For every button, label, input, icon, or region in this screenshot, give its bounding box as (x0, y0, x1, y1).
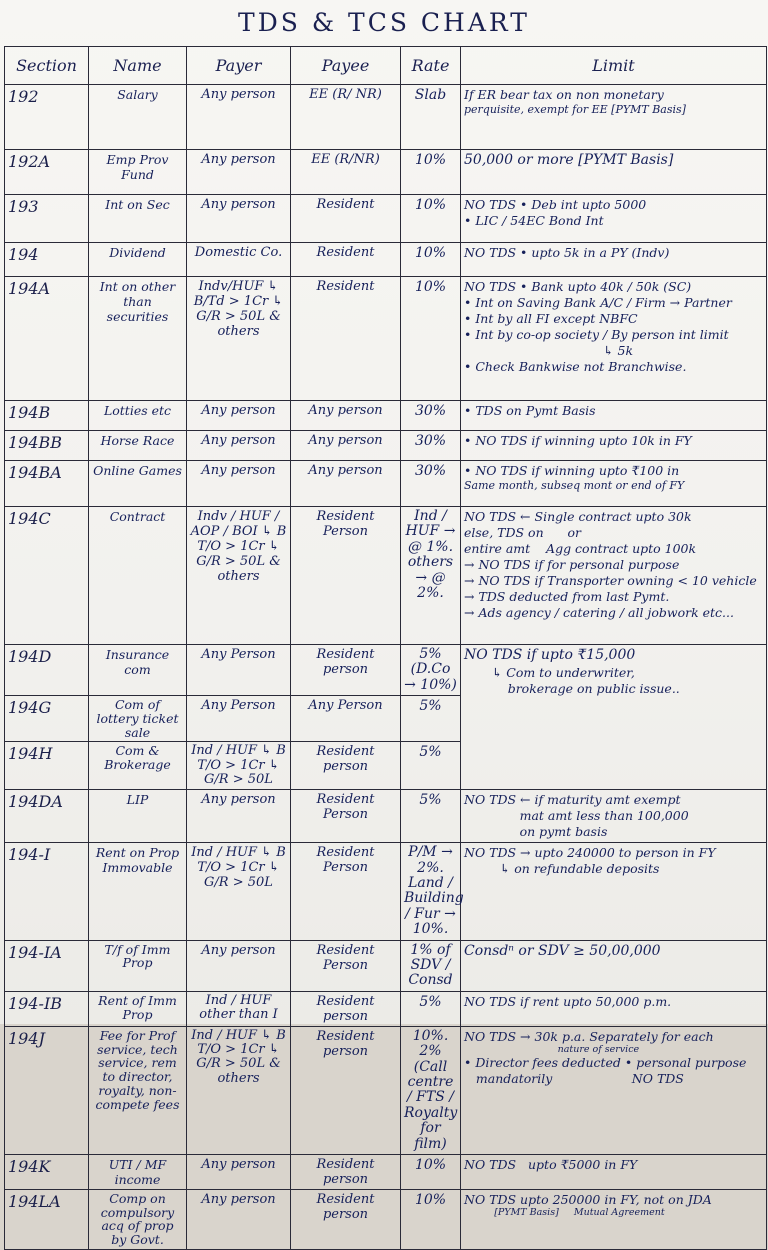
payer-cell: Any person (187, 85, 291, 150)
payer-cell: Any person (187, 195, 291, 243)
rate-cell: 30% (401, 461, 461, 507)
limit-cell (461, 461, 767, 507)
name-cell: Int on other than securities (89, 277, 187, 401)
limit-cell (461, 277, 767, 401)
limit-line: 50,000 or more [PYMT Basis] (464, 152, 674, 168)
limit-cell (461, 1189, 767, 1249)
section-cell: 194D (5, 645, 89, 696)
header-name: Name (89, 47, 187, 85)
section-cell: 194-IA (5, 940, 89, 991)
name-cell: Com of lottery ticket sale (89, 696, 187, 742)
limit-line: • NO TDS if winning upto 10k in FY (464, 433, 692, 448)
section-cell: 192 (5, 85, 89, 150)
table-row (5, 431, 767, 461)
rate-cell: P/M → 2%. Land / Building / Fur → 10%. (401, 843, 461, 940)
header-limit: Limit (461, 47, 767, 85)
table-row (5, 150, 767, 195)
payer-cell: Any person (187, 1189, 291, 1249)
table-row (5, 1189, 767, 1249)
limit-cell (461, 790, 767, 843)
rate-cell: 5% (401, 991, 461, 1026)
name-cell: Emp Prov Fund (89, 150, 187, 195)
section-cell: 194B (5, 401, 89, 431)
limit-cell (461, 991, 767, 1026)
section-cell: 194A (5, 277, 89, 401)
limit-line: Consdⁿ or SDV ≥ 50,00,000 (464, 942, 661, 959)
limit-line: ↳ on refundable deposits (464, 861, 660, 877)
limit-line: • TDS on Pymt Basis (464, 403, 596, 418)
limit-line: → Ads agency / catering / all jobwork etc... (464, 605, 734, 620)
name-cell: UTI / MF income (89, 1154, 187, 1189)
limit-line: • Director fees deducted • personal purpose (464, 1055, 747, 1071)
name-cell: Int on Sec (89, 195, 187, 243)
payee-cell: Resident person (291, 1026, 401, 1154)
limit-cell (461, 940, 767, 991)
payer-cell: Ind / HUF ↳ B T/O > 1Cr ↳ G/R > 50L (187, 843, 291, 940)
rate-cell: 5% (D.Co → 10%) (401, 645, 461, 696)
payee-cell: Any person (291, 431, 401, 461)
payer-cell: Any person (187, 431, 291, 461)
payer-cell: Indv/HUF ↳ B/Td > 1Cr ↳ G/R > 50L & others (187, 277, 291, 401)
section-cell: 194C (5, 507, 89, 645)
name-cell: Salary (89, 85, 187, 150)
name-cell: LIP (89, 790, 187, 843)
limit-line: [PYMT Basis] Mutual Agreement (464, 1206, 665, 1218)
rate-cell: 10% (401, 150, 461, 195)
limit-line: NO TDS if upto ₹15,000 (464, 647, 636, 663)
limit-line: perquisite, exempt for EE [PYMT Basis] (464, 103, 686, 116)
name-cell: Insurance com (89, 645, 187, 696)
payer-cell: Ind / HUF ↳ B T/O > 1Cr ↳ G/R > 50L & others (187, 1026, 291, 1154)
section-cell: 193 (5, 195, 89, 243)
limit-line: NO TDS • Deb int upto 5000 (464, 197, 647, 212)
table-row (5, 645, 767, 696)
table-row (5, 790, 767, 843)
payee-cell: Any person (291, 461, 401, 507)
limit-line: ↳ Com to underwriter, (464, 664, 635, 680)
payer-cell: Indv / HUF / AOP / BOI ↳ B T/O > 1Cr ↳ G/R > 50L & others (187, 507, 291, 645)
limit-line: NO TDS upto ₹5000 in FY (464, 1156, 638, 1172)
table-row (5, 401, 767, 431)
limit-line: • Check Bankwise not Branchwise. (464, 359, 687, 374)
limit-line: mandatorily NO TDS (464, 1071, 684, 1087)
table-row (5, 843, 767, 940)
table-row (5, 1026, 767, 1154)
payee-cell: Resident person (291, 1154, 401, 1189)
payee-cell: Resident person (291, 1189, 401, 1249)
rate-cell: 10% (401, 1154, 461, 1189)
rate-cell: 30% (401, 401, 461, 431)
limit-line: → NO TDS if Transporter owning < 10 vehicle (464, 573, 757, 588)
payee-cell: Resident person (291, 991, 401, 1026)
payer-cell: Ind / HUF other than I (187, 991, 291, 1026)
name-cell: Com & Brokerage (89, 742, 187, 790)
name-cell: Online Games (89, 461, 187, 507)
name-cell: T/f of Imm Prop (89, 940, 187, 991)
section-cell: 194-IB (5, 991, 89, 1026)
limit-line: nature of service (464, 1043, 640, 1055)
header-rate: Rate (401, 47, 461, 85)
payee-cell: Resident person (291, 645, 401, 696)
payee-cell: Resident Person (291, 843, 401, 940)
rate-cell: 5% (401, 790, 461, 843)
limit-line: NO TDS • Bank upto 40k / 50k (SC) (464, 279, 692, 294)
limit-cell (461, 1154, 767, 1189)
name-cell: Rent of Imm Prop (89, 991, 187, 1026)
section-cell: 194K (5, 1154, 89, 1189)
table-row (5, 940, 767, 991)
table-row (5, 85, 767, 150)
limit-line: NO TDS ← Single contract upto 30k (464, 509, 692, 524)
rate-cell: 10%. 2% (Call centre / FTS / Royalty for film) (401, 1026, 461, 1154)
section-cell: 194 (5, 243, 89, 277)
rate-cell: 10% (401, 195, 461, 243)
limit-line: NO TDS ← if maturity amt exempt (464, 792, 681, 808)
limit-line: ↳ 5k (464, 343, 634, 358)
limit-line: • NO TDS if winning upto ₹100 in (464, 463, 680, 478)
payer-cell: Any person (187, 150, 291, 195)
section-cell: 194BB (5, 431, 89, 461)
payee-cell: EE (R/ NR) (291, 85, 401, 150)
rate-cell: 1% of SDV / Consd (401, 940, 461, 991)
limit-line: • Int by all FI except NBFC (464, 311, 638, 326)
limit-line: NO TDS if rent upto 50,000 p.m. (464, 993, 672, 1009)
name-cell: Contract (89, 507, 187, 645)
rate-cell: 30% (401, 431, 461, 461)
limit-cell (461, 645, 767, 790)
name-cell: Dividend (89, 243, 187, 277)
limit-cell (461, 431, 767, 461)
rate-cell: 5% (401, 696, 461, 742)
limit-line: Same month, subseq mont or end of FY (464, 479, 685, 492)
header-payee: Payee (291, 47, 401, 85)
limit-line: • Int on Saving Bank A/C / Firm → Partner (464, 295, 732, 310)
limit-line: entire amt Agg contract upto 100k (464, 541, 697, 556)
section-cell: 194G (5, 696, 89, 742)
rate-cell: Slab (401, 85, 461, 150)
name-cell: Rent on Prop Immovable (89, 843, 187, 940)
limit-line: • LIC / 54EC Bond Int (464, 213, 604, 228)
table-row (5, 507, 767, 645)
limit-line: mat amt less than 100,000 (464, 808, 689, 824)
limit-line: NO TDS → 30k p.a. Separately for each (464, 1028, 714, 1044)
table-row (5, 243, 767, 277)
section-cell: 194LA (5, 1189, 89, 1249)
payee-cell: Resident Person (291, 790, 401, 843)
limit-cell (461, 150, 767, 195)
payee-cell: Any person (291, 401, 401, 431)
payee-cell: Resident Person (291, 507, 401, 645)
header-payer: Payer (187, 47, 291, 85)
payee-cell: Any Person (291, 696, 401, 742)
limit-line: • Int by co-op society / By person int limit (464, 327, 729, 342)
name-cell: Fee for Prof service, tech service, rem to director, royalty, non-compete fees (89, 1026, 187, 1154)
section-cell: 194DA (5, 790, 89, 843)
table-row (5, 277, 767, 401)
payer-cell: Any person (187, 790, 291, 843)
table-row (5, 195, 767, 243)
limit-line: If ER bear tax on non monetary (464, 87, 664, 102)
table-row (5, 1154, 767, 1189)
section-cell: 194H (5, 742, 89, 790)
payer-cell: Any Person (187, 645, 291, 696)
limit-line: → NO TDS if for personal purpose (464, 557, 680, 572)
section-cell: 194J (5, 1026, 89, 1154)
limit-cell (461, 85, 767, 150)
payee-cell: EE (R/NR) (291, 150, 401, 195)
payer-cell: Any person (187, 461, 291, 507)
payee-cell: Resident Person (291, 940, 401, 991)
rate-cell: 10% (401, 243, 461, 277)
payer-cell: Any person (187, 1154, 291, 1189)
section-cell: 192A (5, 150, 89, 195)
limit-line: NO TDS • upto 5k in a PY (Indv) (464, 245, 670, 260)
name-cell: Lotties etc (89, 401, 187, 431)
limit-cell (461, 843, 767, 940)
table-row (5, 461, 767, 507)
payee-cell: Resident (291, 243, 401, 277)
rate-cell: Ind / HUF → @ 1%. others → @ 2%. (401, 507, 461, 645)
payee-cell: Resident (291, 277, 401, 401)
limit-line: else, TDS on or (464, 525, 581, 540)
limit-cell (461, 243, 767, 277)
header-section: Section (5, 47, 89, 85)
section-cell: 194-I (5, 843, 89, 940)
name-cell: Comp on compulsory acq of prop by Govt. (89, 1189, 187, 1249)
payee-cell: Resident person (291, 742, 401, 790)
limit-line: on pymt basis (464, 824, 608, 840)
section-cell: 194BA (5, 461, 89, 507)
limit-cell (461, 1026, 767, 1154)
limit-line: brokerage on public issue.. (464, 680, 680, 696)
table-row (5, 991, 767, 1026)
payer-cell: Domestic Co. (187, 243, 291, 277)
name-cell: Horse Race (89, 431, 187, 461)
limit-cell (461, 507, 767, 645)
limit-line: NO TDS → upto 240000 to person in FY (464, 845, 716, 861)
rate-cell: 10% (401, 277, 461, 401)
payer-cell: Ind / HUF ↳ B T/O > 1Cr ↳ G/R > 50L (187, 742, 291, 790)
payer-cell: Any Person (187, 696, 291, 742)
chart-title: TDS & TCS CHART (238, 8, 530, 37)
limit-cell (461, 195, 767, 243)
payer-cell: Any person (187, 940, 291, 991)
rate-cell: 10% (401, 1189, 461, 1249)
header-row (5, 47, 767, 85)
limit-line: → TDS deducted from last Pymt. (464, 589, 670, 604)
limit-cell (461, 401, 767, 431)
limit-line: NO TDS upto 250000 in FY, not on JDA (464, 1191, 712, 1207)
payee-cell: Resident (291, 195, 401, 243)
tds-table (4, 46, 767, 1250)
rate-cell: 5% (401, 742, 461, 790)
payer-cell: Any person (187, 401, 291, 431)
